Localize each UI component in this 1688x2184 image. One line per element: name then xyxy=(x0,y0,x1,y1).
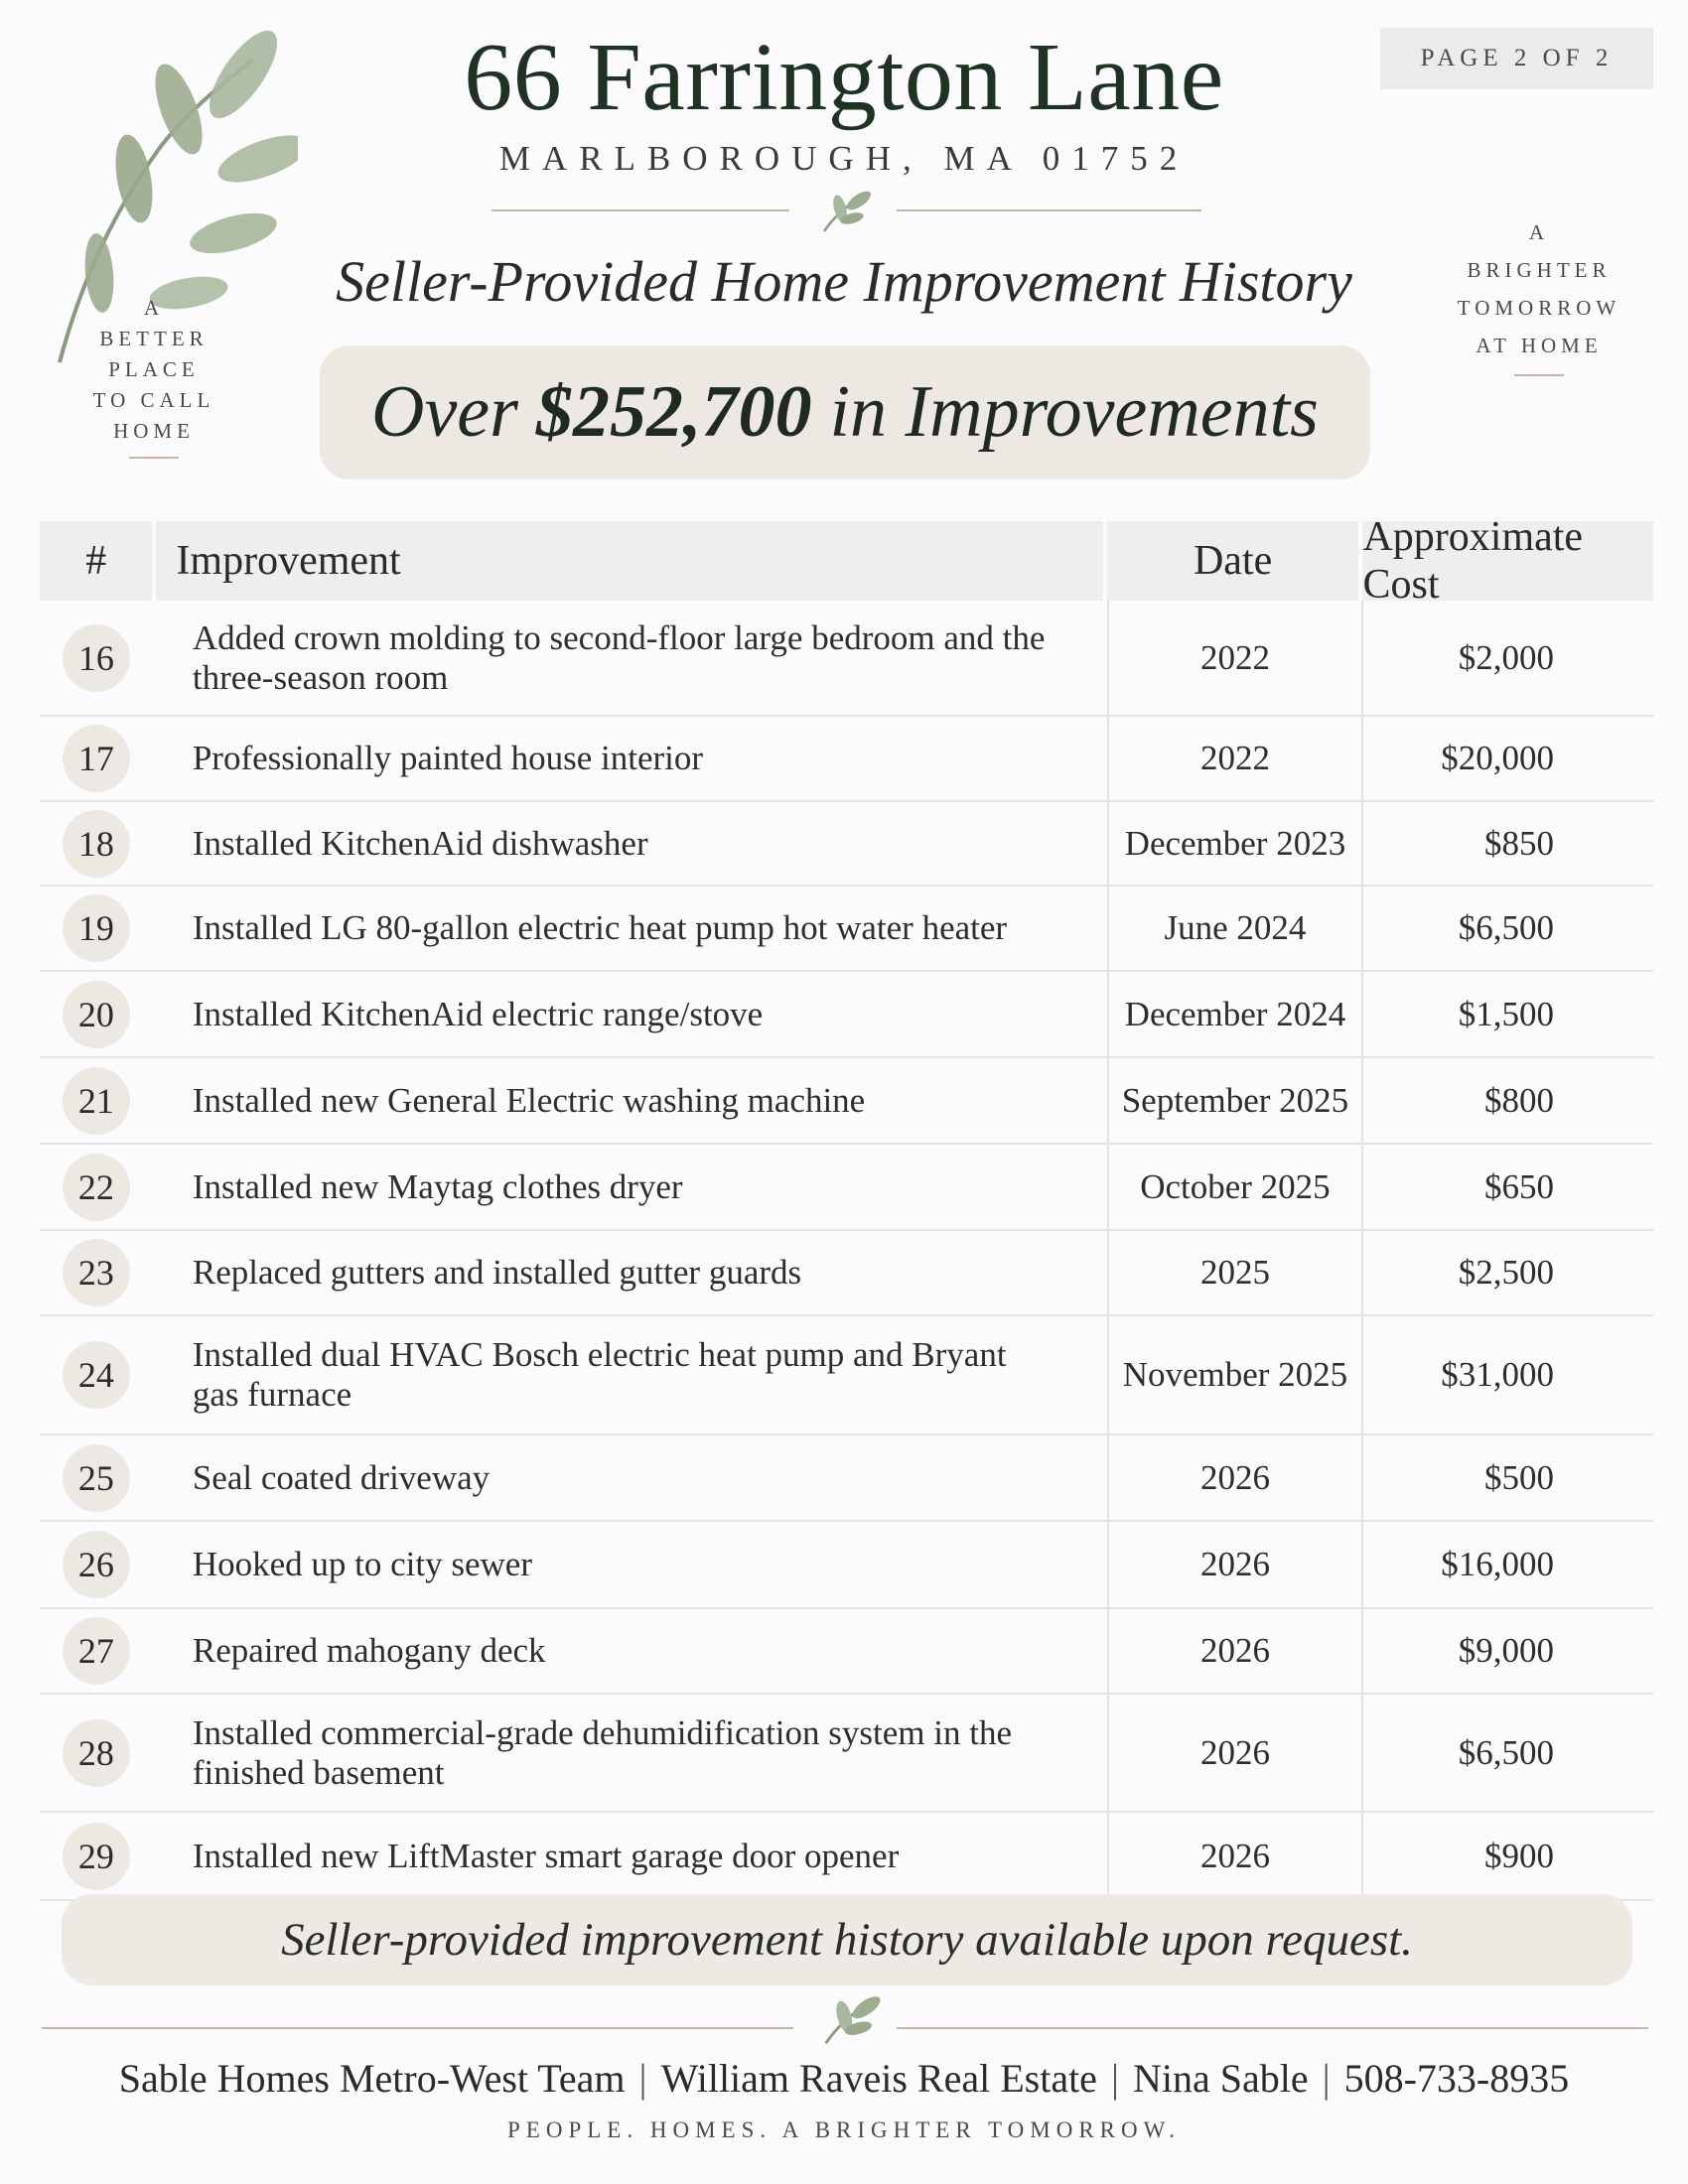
divider-right xyxy=(897,209,1201,211)
row-date: 2026 xyxy=(1107,1813,1362,1899)
row-number: 21 xyxy=(63,1067,130,1135)
row-date: 2025 xyxy=(1107,1231,1362,1314)
header-num: # xyxy=(40,521,152,601)
row-number: 25 xyxy=(63,1444,130,1512)
row-improvement: Replaced gutters and installed gutter guards xyxy=(192,1253,802,1292)
row-date: June 2024 xyxy=(1107,887,1362,970)
row-number: 18 xyxy=(63,810,130,878)
row-date: 2026 xyxy=(1107,1435,1362,1520)
row-cost: $2,500 xyxy=(1361,1231,1653,1314)
row-cost: $31,000 xyxy=(1361,1316,1653,1433)
row-date: December 2023 xyxy=(1107,802,1362,885)
row-improvement: Installed LG 80-gallon electric heat pump hot water heater xyxy=(192,908,1008,947)
property-address-title: 66 Farrington Lane xyxy=(464,24,1224,131)
divider-left xyxy=(492,209,789,211)
row-improvement: Installed KitchenAid electric range/stove xyxy=(192,994,764,1033)
row-date: September 2025 xyxy=(1107,1058,1362,1143)
row-improvement: Professionally painted house interior xyxy=(192,739,704,777)
row-cost: $850 xyxy=(1361,802,1653,885)
footer-divider-left xyxy=(42,2027,793,2029)
table-row xyxy=(40,887,1653,972)
agent-phone: 508-733-8935 xyxy=(1343,2056,1570,2101)
table-row xyxy=(40,601,1653,717)
total-improvements-banner xyxy=(320,345,1370,479)
row-improvement: Installed dual HVAC Bosch electric heat pump and Bryant gas furnace xyxy=(192,1335,1007,1414)
banner-prefix: Over xyxy=(371,371,518,453)
agent-name: Nina Sable xyxy=(1132,2056,1309,2101)
row-cost: $900 xyxy=(1361,1813,1653,1899)
row-cost: $9,000 xyxy=(1361,1609,1653,1693)
page-number-badge: PAGE 2 OF 2 xyxy=(1380,28,1653,89)
table-row xyxy=(40,1695,1653,1813)
table-row xyxy=(40,1813,1653,1901)
row-cost: $16,000 xyxy=(1361,1522,1653,1607)
row-cost: $1,500 xyxy=(1361,972,1653,1056)
row-number: 16 xyxy=(63,624,130,692)
left-motto: A BETTER PLACE TO CALL HOME xyxy=(70,293,238,459)
row-cost: $20,000 xyxy=(1361,717,1653,800)
table-row xyxy=(40,1316,1653,1435)
sprig-icon xyxy=(814,187,874,236)
motto-divider xyxy=(129,457,179,459)
banner-amount: $252,700 xyxy=(535,371,812,453)
row-number: 24 xyxy=(63,1341,130,1409)
sprig-icon xyxy=(814,1990,884,2050)
row-number: 27 xyxy=(63,1617,130,1685)
row-date: 2026 xyxy=(1107,1609,1362,1693)
row-number: 26 xyxy=(63,1531,130,1598)
row-date: 2022 xyxy=(1107,601,1362,715)
row-improvement: Hooked up to city sewer xyxy=(192,1545,532,1583)
banner-suffix: in Improvements xyxy=(829,371,1319,453)
row-cost: $6,500 xyxy=(1361,887,1653,970)
row-date: 2026 xyxy=(1107,1522,1362,1607)
brand-tagline: PEOPLE. HOMES. A BRIGHTER TOMORROW. xyxy=(507,2117,1181,2142)
row-cost: $800 xyxy=(1361,1058,1653,1143)
table-header xyxy=(40,514,1653,608)
footer-divider-right xyxy=(897,2027,1648,2029)
row-improvement: Installed KitchenAid dishwasher xyxy=(192,823,648,863)
table-row xyxy=(40,972,1653,1058)
motto-divider xyxy=(1514,374,1564,376)
row-date: October 2025 xyxy=(1107,1145,1362,1229)
row-cost: $500 xyxy=(1361,1435,1653,1520)
improvements-table xyxy=(40,514,1653,1901)
property-city: MARLBOROUGH, MA 01752 xyxy=(498,139,1190,178)
header-improvement: Improvement xyxy=(152,521,1102,601)
header-cost: Approximate Cost xyxy=(1358,521,1653,601)
page-subtitle: Seller-Provided Home Improvement History xyxy=(336,249,1352,314)
contact-line: Sable Homes Metro-West Team | William Raveis Real Estate | Nina Sable | 508-733-8935 xyxy=(118,2056,1570,2101)
table-row xyxy=(40,1522,1653,1609)
row-date: November 2025 xyxy=(1107,1316,1362,1433)
row-improvement: Seal coated driveway xyxy=(192,1457,491,1497)
row-cost: $6,500 xyxy=(1361,1695,1653,1811)
right-motto: A BRIGHTER TOMORROW AT HOME xyxy=(1435,213,1643,376)
table-row xyxy=(40,1058,1653,1145)
row-date: December 2024 xyxy=(1107,972,1362,1056)
row-improvement: Installed new LiftMaster smart garage door opener xyxy=(192,1836,900,1875)
team-name: Sable Homes Metro-West Team xyxy=(118,2056,626,2101)
row-number: 20 xyxy=(63,981,130,1048)
row-number: 17 xyxy=(63,725,130,792)
table-row xyxy=(40,1231,1653,1316)
row-date: 2022 xyxy=(1107,717,1362,800)
table-row xyxy=(40,1435,1653,1522)
availability-note: Seller-provided improvement history available upon request. xyxy=(62,1894,1632,1985)
row-improvement: Installed new Maytag clothes dryer xyxy=(192,1166,683,1206)
row-improvement: Installed new General Electric washing machine xyxy=(192,1080,866,1120)
brokerage-name: William Raveis Real Estate xyxy=(660,2056,1097,2101)
row-number: 28 xyxy=(63,1719,130,1787)
table-row xyxy=(40,717,1653,802)
header-date: Date xyxy=(1103,521,1359,601)
row-number: 29 xyxy=(63,1823,130,1890)
row-date: 2026 xyxy=(1107,1695,1362,1811)
table-row xyxy=(40,1609,1653,1695)
row-cost: $650 xyxy=(1361,1145,1653,1229)
row-cost: $2,000 xyxy=(1361,601,1653,715)
row-improvement: Installed commercial-grade dehumidification system in the finished basement xyxy=(192,1712,1012,1792)
row-number: 19 xyxy=(63,894,130,962)
row-number: 22 xyxy=(63,1154,130,1221)
row-improvement: Repaired mahogany deck xyxy=(192,1631,546,1670)
row-number: 23 xyxy=(63,1239,130,1306)
table-row xyxy=(40,1145,1653,1231)
row-improvement: Added crown molding to second-floor large bedroom and the three-season room xyxy=(192,617,1046,697)
table-row xyxy=(40,802,1653,887)
